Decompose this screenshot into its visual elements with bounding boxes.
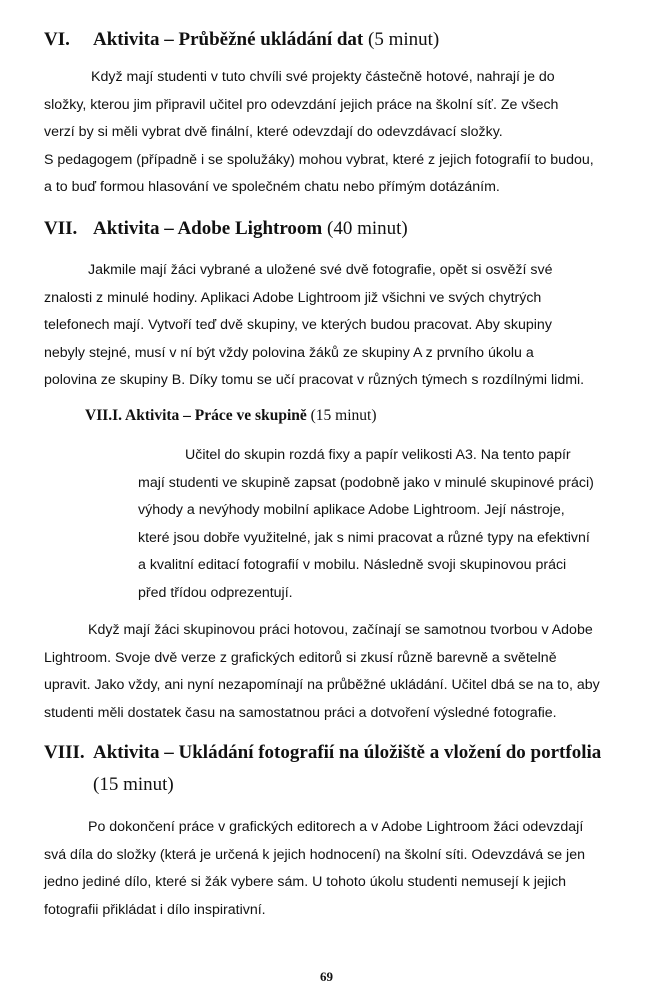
section-number: VI. — [44, 29, 70, 50]
paragraph-line: mají studenti ve skupině zapsat (podobně jako v minulé skupinové práci) — [138, 474, 594, 491]
section-title-text: Aktivita – Průběžné ukládání dat — [93, 29, 364, 50]
paragraph-vii-continued — [44, 617, 600, 727]
section-number: VIII. — [44, 742, 85, 763]
subsection-heading — [85, 405, 377, 427]
paragraph-line: které jsou dobře využitelné, jak s nimi pracovat a různé typy na efektivní — [138, 529, 590, 546]
paragraph-line: Lightroom. Svoje dvě verze z grafických editorů si zkusí různě barevně a světelně — [44, 649, 557, 666]
paragraph-line: složky, kterou jim připravil učitel pro odevzdání jejich práce na školní síť. Ze všech — [44, 96, 559, 113]
paragraph-line: Když mají studenti v tuto chvíli své projekty částečně hotové, nahrají je do — [91, 69, 555, 85]
paragraph-line: polovina ze skupiny B. Díky tomu se učí pracovat v různých týmech s rozdílnými lidmi. — [44, 372, 585, 388]
paragraph-line: jedno jediné dílo, které si žák vybere sám. U tohoto úkolu studenti nemusejí k jejich — [44, 874, 567, 890]
section-title — [93, 741, 601, 765]
paragraph-line: studenti měli dostatek času na samostatnou práci a dotvoření výsledné fotografie. — [44, 704, 557, 721]
section-title — [93, 217, 408, 241]
paragraph-vii — [44, 257, 584, 395]
paragraph-line: verzí by si měli vybrat dvě finální, které odevzdají do odevzdávací složky. — [44, 124, 503, 140]
section-title — [93, 28, 439, 52]
section-duration-line — [93, 773, 174, 797]
paragraph-line: upravit. Jako vždy, ani nyní nezapomínají na průběžné ukládání. Učitel dbá se na to, aby — [44, 677, 600, 693]
section-title-text: Aktivita – Adobe Lightroom — [93, 218, 323, 239]
subsection-duration: (15 minut) — [310, 407, 377, 424]
paragraph-viii — [44, 814, 585, 924]
section-duration: (5 minut) — [368, 29, 440, 50]
page-number: 69 — [320, 969, 333, 984]
paragraph-line: S pedagogem (případně i se spolužáky) mohou vybrat, které z jejich fotografií to budou, — [44, 151, 594, 168]
paragraph-line: znalosti z minulé hodiny. Aplikaci Adobe Lightroom již všichni ve svých chytrých — [44, 289, 542, 306]
paragraph-line: fotografii přikládat i dílo inspirativní. — [44, 901, 266, 918]
paragraph-line: Učitel do skupin rozdá fixy a papír velikosti A3. Na tento papír — [185, 447, 571, 463]
section-number: VII. — [44, 218, 78, 239]
subsection-title: VII.I. Aktivita – Práce ve skupině — [85, 407, 307, 424]
section-duration: (15 minut) — [93, 774, 174, 795]
paragraph-line: před třídou odprezentují. — [138, 584, 293, 601]
section-title-text: Aktivita – Ukládání fotografií na úložiště a vložení do portfolia — [93, 742, 602, 763]
paragraph-vi — [44, 64, 594, 202]
paragraph-line: výhody a nevýhody mobilní aplikace Adobe Lightroom. Její nástroje, — [138, 502, 565, 518]
paragraph-subsection — [138, 442, 594, 607]
paragraph-line: Když mají žáci skupinovou práci hotovou, začínají se samotnou tvorbou v Adobe — [88, 622, 593, 638]
section-duration: (40 minut) — [327, 218, 408, 239]
paragraph-line: telefonech mají. Vytvoří teď dvě skupiny, ve kterých budou pracovat. Aby skupiny — [44, 317, 552, 333]
paragraph-line: a kvalitní editací fotografií v mobilu. Následně svoji skupinovou práci — [138, 557, 567, 573]
paragraph-line: svá díla do složky (která je určená k jejich hodnocení) na školní síti. Odevzdává se jen — [44, 846, 585, 863]
paragraph-line: Jakmile mají žáci vybrané a uložené své dvě fotografie, opět si osvěží své — [88, 262, 553, 278]
paragraph-line: Po dokončení práce v grafických editorech a v Adobe Lightroom žáci odevzdají — [88, 819, 584, 835]
paragraph-line: a to buď formou hlasování ve společném chatu nebo přímým dotázáním. — [44, 179, 500, 195]
paragraph-line: nebyly stejné, musí v ní být vždy polovina žáků ze skupiny A z prvního úkolu a — [44, 344, 534, 361]
